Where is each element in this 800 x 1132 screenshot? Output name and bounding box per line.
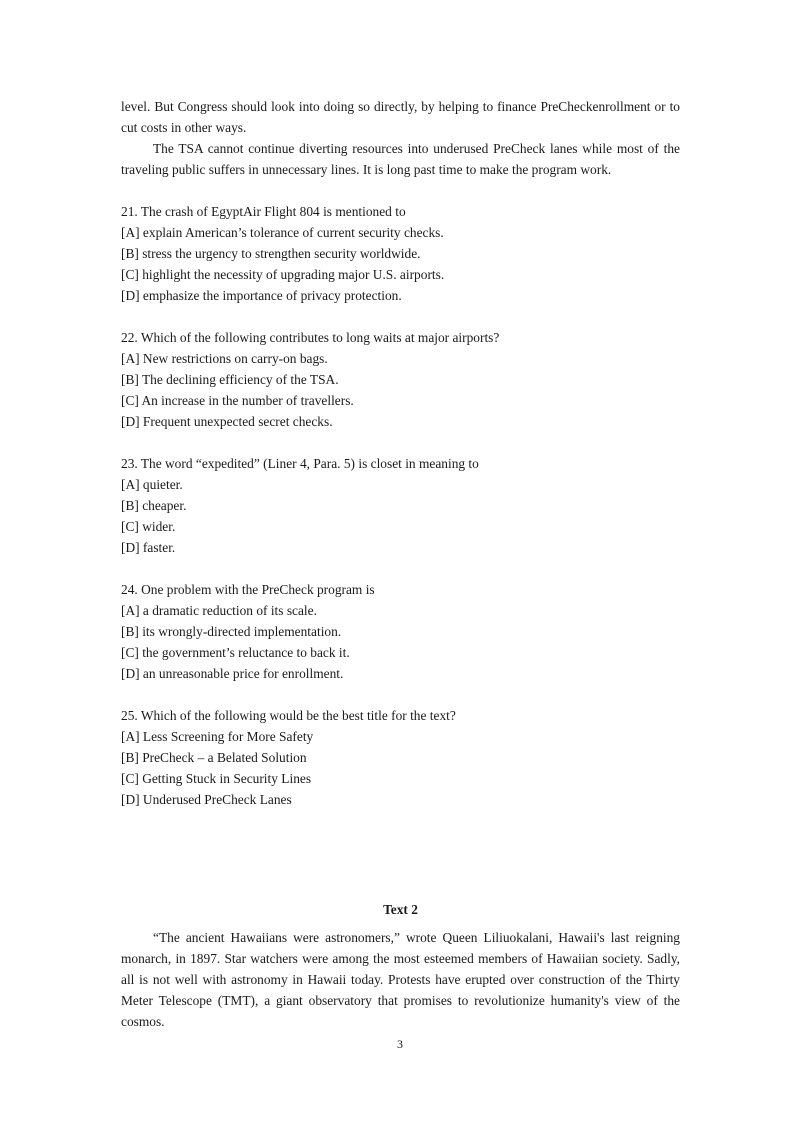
option-c: [C] highlight the necessity of upgrading major U.S. airports. [121,267,445,282]
question-25 [121,705,680,810]
text2-heading: Text 2 [383,902,418,917]
option-a: [A] New restrictions on carry-on bags. [121,351,328,366]
option-a: [A] quieter. [121,477,183,492]
option-b: [B] PreCheck – a Belated Solution [121,750,307,765]
spacer [121,180,680,201]
option-a: [A] a dramatic reduction of its scale. [121,603,317,618]
question-stem: 23. The word “expedited” (Liner 4, Para. 5) is closet in meaning to [121,456,479,471]
spacer [121,306,680,327]
question-22 [121,327,680,432]
passage-paragraph: level. But Congress should look into doing so directly, by helping to finance PreCheckenrollment or to cut costs in other ways. [121,99,680,135]
question-23 [121,453,680,558]
option-c: [C] the government’s reluctance to back it. [121,645,350,660]
page-number: 3 [397,1037,403,1051]
question-stem: 24. One problem with the PreCheck program is [121,582,375,597]
passage-paragraph: The TSA cannot continue diverting resources into underused PreCheck lanes while most of the traveling public suffers in unnecessary lines. It is long past time to make the program work. [121,141,680,177]
option-b: [B] stress the urgency to strengthen security worldwide. [121,246,421,261]
option-a: [A] Less Screening for More Safety [121,729,314,744]
spacer [121,684,680,705]
question-stem: 25. Which of the following would be the best title for the text? [121,708,456,723]
option-d: [D] emphasize the importance of privacy protection. [121,288,402,303]
option-b: [B] The declining efficiency of the TSA. [121,372,339,387]
option-c: [C] Getting Stuck in Security Lines [121,771,312,786]
question-21 [121,201,680,306]
question-stem: 21. The crash of EgyptAir Flight 804 is mentioned to [121,204,406,219]
text2-paragraph: “The ancient Hawaiians were astronomers,” wrote Queen Liliuokalani, Hawaii's last reigning monarch, in 1897. Star watchers were among the most esteemed members of Hawaiian society. Sadly, all is not well with astronomy in Hawaii today. Protests have erupted over construction of the Thirty Meter Telescope (TMT), a giant observatory that promises to revolutionize humanity's view of the cosmos. [121,930,680,1029]
option-b: [B] its wrongly-directed implementation. [121,624,342,639]
spacer [121,558,680,579]
option-d: [D] faster. [121,540,176,555]
question-stem: 22. Which of the following contributes to long waits at major airports? [121,330,500,345]
question-24 [121,579,680,684]
option-d: [D] Frequent unexpected secret checks. [121,414,333,429]
option-c: [C] wider. [121,519,176,534]
option-d: [D] an unreasonable price for enrollment. [121,666,344,681]
option-b: [B] cheaper. [121,498,187,513]
option-c: [C] An increase in the number of travellers. [121,393,354,408]
document-page [121,96,680,1029]
spacer [121,432,680,453]
option-d: [D] Underused PreCheck Lanes [121,792,292,807]
text2-section [121,927,680,1032]
option-a: [A] explain American’s tolerance of current security checks. [121,225,444,240]
